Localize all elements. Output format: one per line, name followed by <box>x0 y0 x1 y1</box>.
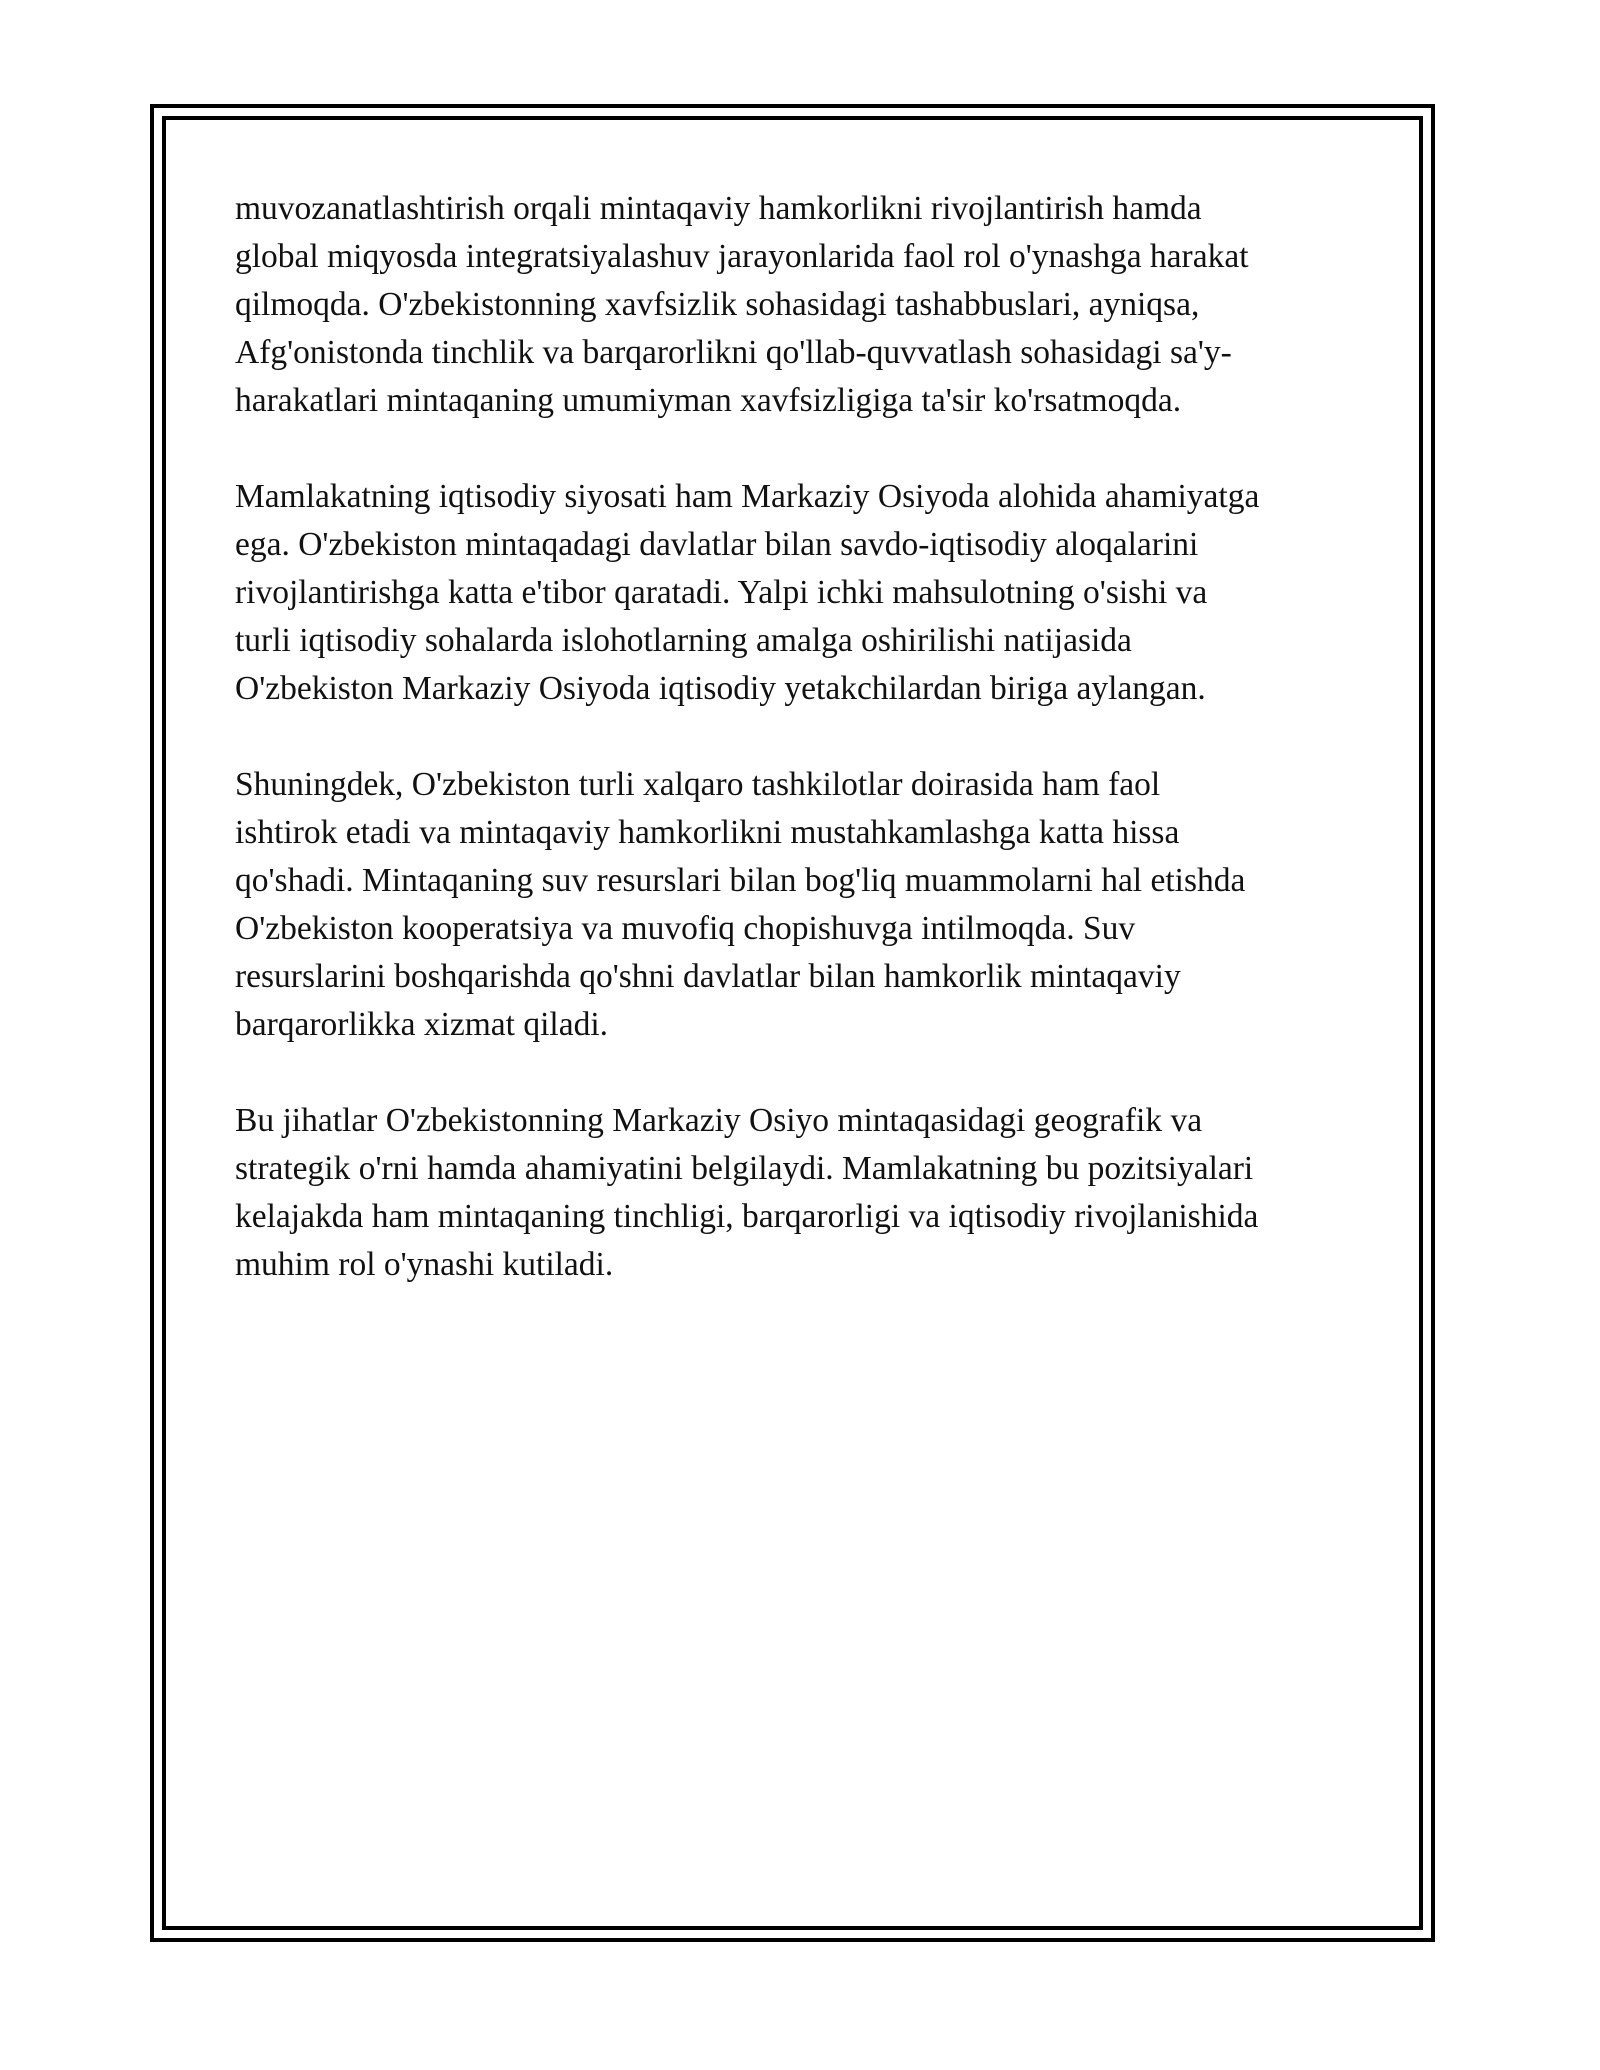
text-line: O'zbekiston kooperatsiya va muvofiq chopishuvga intilmoqda. Suv <box>235 910 1136 947</box>
text-line: ishtirok etadi va mintaqaviy hamkorlikni mustahkamlashga katta hissa <box>235 814 1180 851</box>
text-line: Shuningdek, O'zbekiston turli xalqaro tashkilotlar doirasida ham faol <box>235 766 1161 803</box>
paragraph-3 <box>235 761 1365 1049</box>
text-line: O'zbekiston Markaziy Osiyoda iqtisodiy yetakchilardan biriga aylangan. <box>235 670 1206 707</box>
text-line: harakatlari mintaqaning umumiyman xavfsizligiga ta'sir ko'rsatmoqda. <box>235 382 1182 419</box>
text-line: muvozanatlashtirish orqali mintaqaviy hamkorlikni rivojlantirish hamda <box>235 190 1202 227</box>
text-line: Afg'onistonda tinchlik va barqarorlikni qo'llab-quvvatlash sohasidagi sa'y- <box>235 334 1232 371</box>
text-line: strategik o'rni hamda ahamiyatini belgilaydi. Mamlakatning bu pozitsiyalari <box>235 1150 1254 1187</box>
paragraph-2 <box>235 473 1365 713</box>
text-line: Bu jihatlar O'zbekistonning Markaziy Osiyo mintaqasidagi geografik va <box>235 1102 1203 1139</box>
text-line: muhim rol o'ynashi kutiladi. <box>235 1246 614 1283</box>
text-line: qo'shadi. Mintaqaning suv resurslari bilan bog'liq muammolarni hal etishda <box>235 862 1246 899</box>
text-line: barqarorlikka xizmat qiladi. <box>235 1006 609 1043</box>
text-line: kelajakda ham mintaqaning tinchligi, barqarorligi va iqtisodiy rivojlanishida <box>235 1198 1259 1235</box>
text-line: qilmoqda. O'zbekistonning xavfsizlik sohasidagi tashabbuslari, ayniqsa, <box>235 286 1200 323</box>
text-line: ega. O'zbekiston mintaqadagi davlatlar bilan savdo-iqtisodiy aloqalarini <box>235 526 1199 563</box>
paragraph-4 <box>235 1097 1365 1289</box>
text-line: global miqyosda integratsiyalashuv jarayonlarida faol rol o'ynashga harakat <box>235 238 1249 275</box>
paragraph-1 <box>235 185 1365 425</box>
text-line: resurslarini boshqarishda qo'shni davlatlar bilan hamkorlik mintaqaviy <box>235 958 1181 995</box>
document-body <box>235 185 1365 1337</box>
text-line: Mamlakatning iqtisodiy siyosati ham Markaziy Osiyoda alohida ahamiyatga <box>235 478 1260 515</box>
text-line: turli iqtisodiy sohalarda islohotlarning amalga oshirilishi natijasida <box>235 622 1132 659</box>
text-line: rivojlantirishga katta e'tibor qaratadi. Yalpi ichki mahsulotning o'sishi va <box>235 574 1208 611</box>
